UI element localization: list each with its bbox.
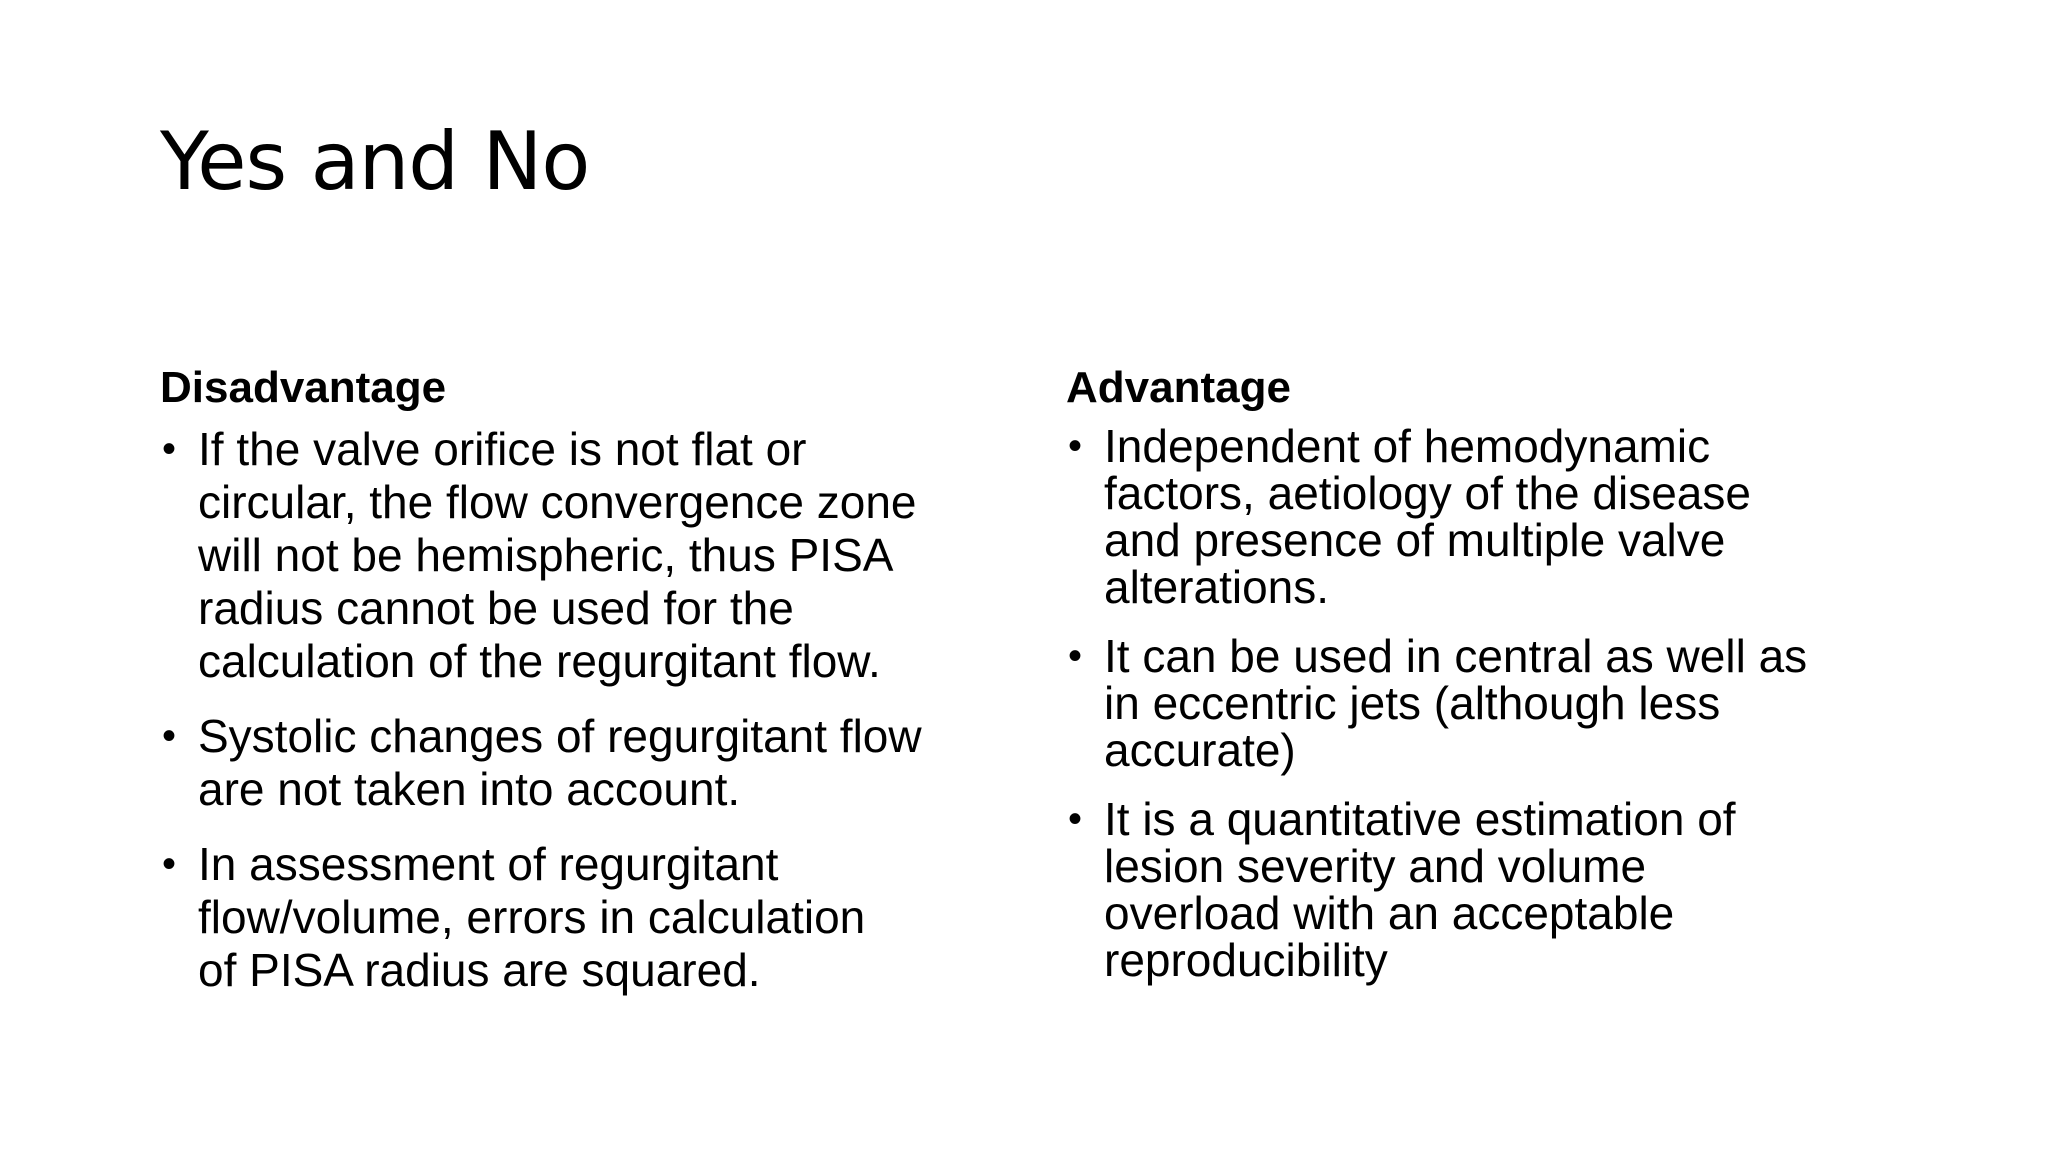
bullet-text-line: Systolic changes of regurgitant flow: [198, 710, 922, 762]
bullet-icon: •: [1068, 797, 1083, 841]
bullet-text-line: radius cannot be used for the: [198, 582, 794, 634]
bullet-text-line: Independent of hemodynamic: [1104, 420, 1711, 472]
advantage-column: [1066, 360, 1926, 1006]
bullet-icon: •: [162, 842, 177, 886]
list-item: [160, 710, 1020, 816]
bullet-text-line: accurate): [1104, 724, 1296, 776]
advantage-list: [1066, 420, 1926, 986]
bullet-icon: •: [1068, 634, 1083, 678]
bullet-text-line: flow/volume, errors in calculation: [198, 891, 866, 943]
bullet-text-line: and presence of multiple valve: [1104, 514, 1726, 566]
bullet-text-line: are not taken into account.: [198, 763, 741, 815]
bullet-text-line: alterations.: [1104, 561, 1330, 613]
bullet-text-line: overload with an acceptable: [1104, 887, 1675, 939]
disadvantage-list: [160, 423, 1020, 997]
bullet-text-line: reproducibility: [1104, 934, 1388, 986]
bullet-text-line: of PISA radius are squared.: [198, 944, 761, 996]
advantage-heading: Advantage: [1066, 363, 1291, 412]
bullet-text-line: If the valve orifice is not flat or: [198, 423, 807, 475]
list-item: [1066, 420, 1926, 613]
bullet-text-line: In assessment of regurgitant: [198, 838, 779, 890]
bullet-text-line: It is a quantitative estimation of: [1104, 793, 1736, 845]
slide-title: Yes and No: [160, 115, 590, 208]
bullet-text-line: circular, the flow convergence zone: [198, 476, 917, 528]
bullet-text-line: calculation of the regurgitant flow.: [198, 635, 881, 687]
bullet-icon: •: [162, 427, 177, 471]
bullet-text-line: lesion severity and volume: [1104, 840, 1647, 892]
disadvantage-heading: Disadvantage: [160, 363, 447, 412]
bullet-text-line: factors, aetiology of the disease: [1104, 467, 1751, 519]
bullet-text-line: It can be used in central as well as: [1104, 630, 1808, 682]
list-item: [160, 838, 1020, 997]
disadvantage-column: [160, 360, 1020, 1019]
bullet-text-line: will not be hemispheric, thus PISA: [198, 529, 894, 581]
list-item: [160, 423, 1020, 688]
bullet-icon: •: [1068, 424, 1083, 468]
bullet-icon: •: [162, 714, 177, 758]
list-item: [1066, 630, 1926, 776]
bullet-text-line: in eccentric jets (although less: [1104, 677, 1721, 729]
list-item: [1066, 793, 1926, 986]
